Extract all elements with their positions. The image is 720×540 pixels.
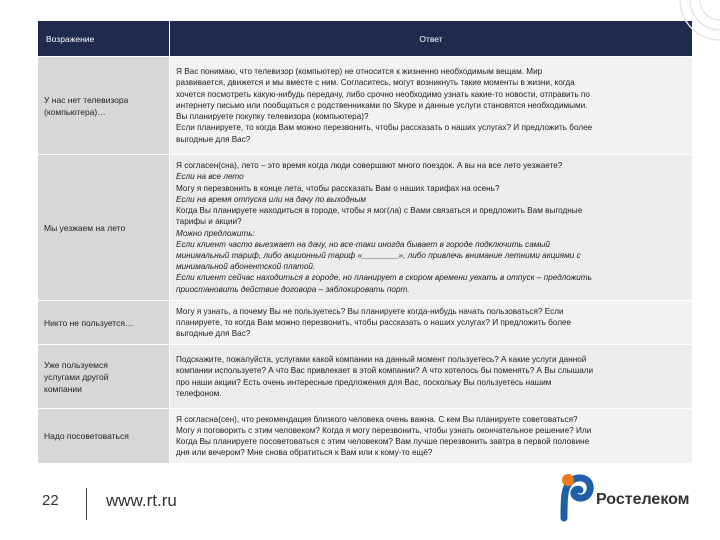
objection-cell — [38, 155, 170, 301]
objection-line: услугами другой — [44, 371, 109, 382]
answer-line: Могу я перезвонить в конце лета, чтобы рассказать Вам о наших тарифах на осень? — [176, 183, 500, 193]
answer-line: про наши акции? Есть очень интересные предложения для Вас, поскольку Вы пользуетесь нашим — [176, 377, 552, 387]
objection-line: Мы уезжаем на лето — [44, 222, 126, 233]
logo-text: Ростелеком — [596, 491, 690, 508]
table-row — [38, 301, 693, 345]
answer-line: минимальный тариф, либо акционный тариф «________», либо привлечь внимание летними акциями с — [176, 250, 581, 260]
objection-line: компании — [44, 383, 82, 394]
objection-line: Никто не пользуется… — [44, 317, 134, 328]
answer-line: дня или вечером? Мне снова обратиться к Вам или к кому-то ещё? — [176, 448, 433, 458]
answer-line: Можно предложить: — [176, 228, 255, 238]
table-row — [38, 409, 693, 464]
objection-line: Надо посоветоваться — [44, 431, 129, 441]
answer-line: выгодные для Вас? — [176, 329, 251, 339]
answer-line: Я Вас понимаю, что телевизор (компьютер) не относится к жизненно необходимым вещам. Мир — [176, 67, 543, 77]
answer-cell — [170, 301, 693, 345]
answer-line: Подскажите, пожалуйста, услугами какой компании на данный момент пользуетесь? А какие услуги данной — [176, 355, 587, 365]
answer-cell — [170, 155, 693, 301]
objections-table — [37, 20, 693, 464]
objection-line: У нас нет телевизора — [44, 94, 129, 105]
answer-line: телефоном. — [176, 388, 222, 398]
answer-line: компании используете? А что Вас привлекает в этой компании? А что хотелось бы поменять? А Вы слышали — [176, 366, 594, 376]
footer-url: www.rt.ru — [106, 491, 177, 510]
table-body — [38, 57, 693, 464]
answer-line: Если клиент сейчас находиться в городе, но планирует в скором времени уехать в отпуск – предложить — [176, 273, 592, 283]
answer-cell — [170, 345, 693, 409]
answer-line: приостановить действие договора – заблокировать порт. — [176, 284, 410, 294]
footer-divider — [86, 488, 87, 520]
rostelecom-logo-icon — [556, 470, 596, 522]
answer-line: Если клиент часто выезжает на дачу, но все-таки иногда бывает в городе подключить самый — [176, 239, 550, 249]
answer-line: Вы планируете покупку телевизора (компьютера)? — [176, 112, 369, 122]
page-number: 22 — [42, 492, 59, 509]
answer-line: тарифы и акции? — [176, 217, 242, 227]
objection-cell — [38, 301, 170, 345]
answer-line: Если на время отпуска или на дачу по выходным — [176, 194, 366, 204]
answer-line: Когда Вы планируете находиться в городе, чтобы я мог(ла) с Вами связаться и предложить Вам выгодные — [176, 206, 583, 216]
header-answer: Ответ — [170, 21, 693, 57]
answer-line: Могу я поговорить с этим человеком? Когда я могу перезвонить, чтобы узнать окончательное решение? Или — [176, 425, 592, 435]
table-row — [38, 345, 693, 409]
answer-cell — [170, 57, 693, 155]
objection-cell — [38, 409, 170, 464]
answer-line: Могу я узнать, а почему Вы не пользуетесь? Вы планируете когда-нибудь начать пользоваться? Если — [176, 306, 564, 316]
header-objection: Возражение — [38, 21, 170, 57]
answer-line: интернету письмо или пообщаться с родственниками по Skype и данные услуги становятся необходимыми. — [176, 100, 588, 110]
answer-line: Я согласен(сна), лето – это время когда люди совершают много поездок. А вы на все лето уезжаете? — [176, 161, 563, 171]
objection-line: (компьютера)… — [44, 106, 106, 117]
answer-line: Если на все лето — [176, 172, 244, 182]
answer-line: выгодные для Вас? — [176, 134, 251, 144]
table-row — [38, 155, 693, 301]
answer-line: Когда Вы планируете посоветоваться с этим человеком? Вам лучше перезвонить завтра в первой половине — [176, 437, 590, 446]
answer-line: минимальной абонентской платой. — [176, 262, 316, 272]
objection-cell — [38, 57, 170, 155]
answer-cell — [170, 409, 693, 464]
answer-line: Я согласна(сен), что рекомендация близкого человека очень важна. С кем Вы планируете советоваться? — [176, 414, 578, 424]
objection-line: Уже пользуемся — [44, 359, 108, 370]
objection-cell — [38, 345, 170, 409]
answer-line: Если планируете, то когда Вам можно перезвонить, чтобы рассказать о наших услугах? И предложить более — [176, 123, 593, 133]
answer-line: развивается, движется и мы вместе с ним. Согласитесь, могут возникнуть такие моменты в жизни, когда — [176, 78, 575, 88]
corner-decoration — [660, 0, 720, 60]
answer-line: планируете, то когда Вам можно перезвонить, чтобы рассказать о наших услугах? И предложить более — [176, 317, 572, 327]
answer-line: хочется посмотреть какую-нибудь передачу, либо срочно необходимо узнать какие-то новости, отправить по — [176, 89, 590, 99]
table-row — [38, 57, 693, 155]
